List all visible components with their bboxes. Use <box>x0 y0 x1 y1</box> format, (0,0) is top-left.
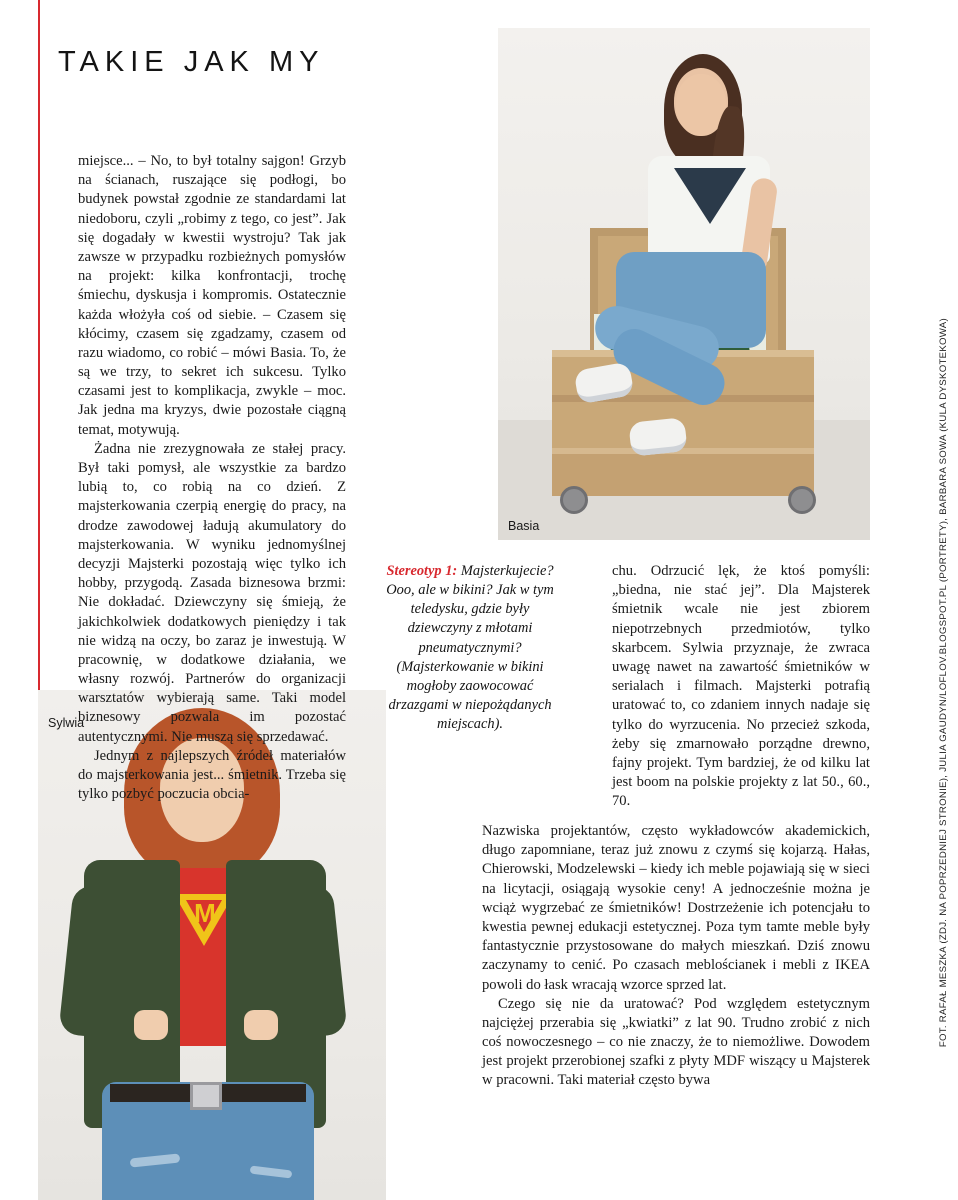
caption-sylwia: Sylwia <box>48 716 85 730</box>
photo-basia-pallet-lower <box>552 448 814 496</box>
body-column-right-wide <box>482 822 870 1091</box>
body-column-right-top <box>612 562 870 811</box>
pullquote-lead: Stereotyp 1: <box>386 563 458 579</box>
page-title: TAKIE JAK MY <box>58 46 325 78</box>
photo-sylwia-hand-right <box>244 1010 278 1040</box>
photo-basia-top-triangle <box>674 168 746 224</box>
paragraph: Żadna nie zrezygnowała ze stałej pracy. Był taki pomysł, ale wszystkie za bardzo lubią to, co robią na co dzień. Z majsterkowania czerpią energię do pracy, na drodze zawodowej ładują akumulatory do majsterkowania. W wyniku jednomyślnej decyzji Majsterki pozostają więc tylko ich hobby, przygodą. Zasada biznesowa brzmi: Nie dokładać. Dziewczyny się śmieją, że jakichkolwiek dodatkowych pieniędzy i tak nie widzą na oczy, bo zaraz je inwestują. W pracownię, w dodatkowe działania, we własny rozwój. Partnerów do organizacji warsztatów wybierają same. Taki model biznesowy pozwala im pozostać autentycznymi. Nie muszą się sprzedawać. <box>78 440 346 745</box>
paragraph: chu. Odrzucić lęk, że ktoś pomyśli: „biedna, nie stać jej”. Dla Majsterek śmietnik wcale nie jest zbiorem niepotrzebnych przedmiotów, tylko skarbcem. Sylwia przyznaje, że zwraca uwagę nawet na zawartość śmietników w serialach i filmach. Majsterki potrafią uratować to, co zdaniem innych nadaje się tylko do wyrzucenia. No przecież szkoda, żeby się zmarnowało porządne drewno, fajny projekt. Tym bardziej, że od kilku lat jest boom na polskie projekty z lat 50., 60., 70. <box>612 563 870 810</box>
body-column-left <box>78 152 346 804</box>
paragraph: miejsce... – No, to był totalny sajgon! Grzyb na ścianach, ruszające się podłogi, bo budynek powstał zgodnie ze standardami lat niedoboru, czyli „robimy z tego, co jest”. Jak się dogadały w kwestii wystroju? Tak jak zawsze w przypadku rozbieżnych pomysłów na projekt: kilka konfrontacji, trochę śmiechu, dyskusja i kompromis. Ostatecznie każda włożyła coś od siebie. – Czasem się kłócimy, czasem się zgadzamy, czasem od razu wiadomo, co robić – mówi Basia. To, że są we trzy, to sekret ich sukcesu. Tylko czasami jest to komplikacja, zwykle – moc. Jak jedna ma kryzys, dwie pozostałe ciągną temat, motywują. <box>78 153 346 438</box>
paragraph: Czego się nie da uratować? Pod względem estetycznym najciężej przerabia się „kwiatki” z lat 90. Trudno zrobić z nich coś nowoczesnego – co nie znaczy, że to niemożliwe. Dowodem jest projekt przerobionej szafki z płyty MDF wiszący u Majsterek w pracowni. Taki materiał często bywa <box>482 995 870 1089</box>
photo-credit: FOT. RAFAŁ MESZKA (ZDJ. NA POPRZEDNIEJ STRONIE), JULIA GAUDYN/LOFLOV.BLOGSPOT.PL (PORTRETY), BARBARA SOWA (KULA DYSKOTEKOWA) <box>938 318 949 1048</box>
paragraph: Jednym z najlepszych źródeł materiałów do majsterkowania jest... śmietnik. Trzeba się tylko pozbyć poczucia obcia- <box>78 747 346 803</box>
pullquote-stereotype <box>382 562 558 734</box>
photo-basia-shoe <box>628 417 687 457</box>
photo-sylwia-tshirt-letter: M <box>194 898 216 928</box>
photo-sylwia-hand-left <box>134 1010 168 1040</box>
caption-basia: Basia <box>508 519 540 533</box>
photo-basia <box>498 28 870 540</box>
caster-wheel-icon <box>560 486 588 514</box>
paragraph: Nazwiska projektantów, często wykładowców akademickich, długo zapomniane, teraz już znowu z czymś się kojarzą. Hałas, Chierowski, Modzelewski – kiedy ich meble pojawiają się w sieci na licytacji, osiągają wysokie ceny! A jednocześnie można je wciąż wygrzebać ze śmietników! Dostrzeżenie ich potencjału to kwestia pewnej edukacji estetycznej. Poza tym tamte meble były fantastycznie przystosowane do małych mieszkań. Dziś znowu zaczynamy to cenić. Po czasach meblościanek i mebli z IKEA powoli do łask wracają wzorce sprzed lat. <box>482 823 870 993</box>
belt-buckle-icon <box>190 1082 222 1110</box>
pullquote-text: Majsterkujecie? Ooo, ale w bikini? Jak w tym teledysku, gdzie były dziewczyny z młotami pneumatycznymi? (Majsterkowanie w bikini mogłoby zaowocować drzazgami w niepożądanych miejscach). <box>386 563 554 733</box>
caster-wheel-icon <box>788 486 816 514</box>
